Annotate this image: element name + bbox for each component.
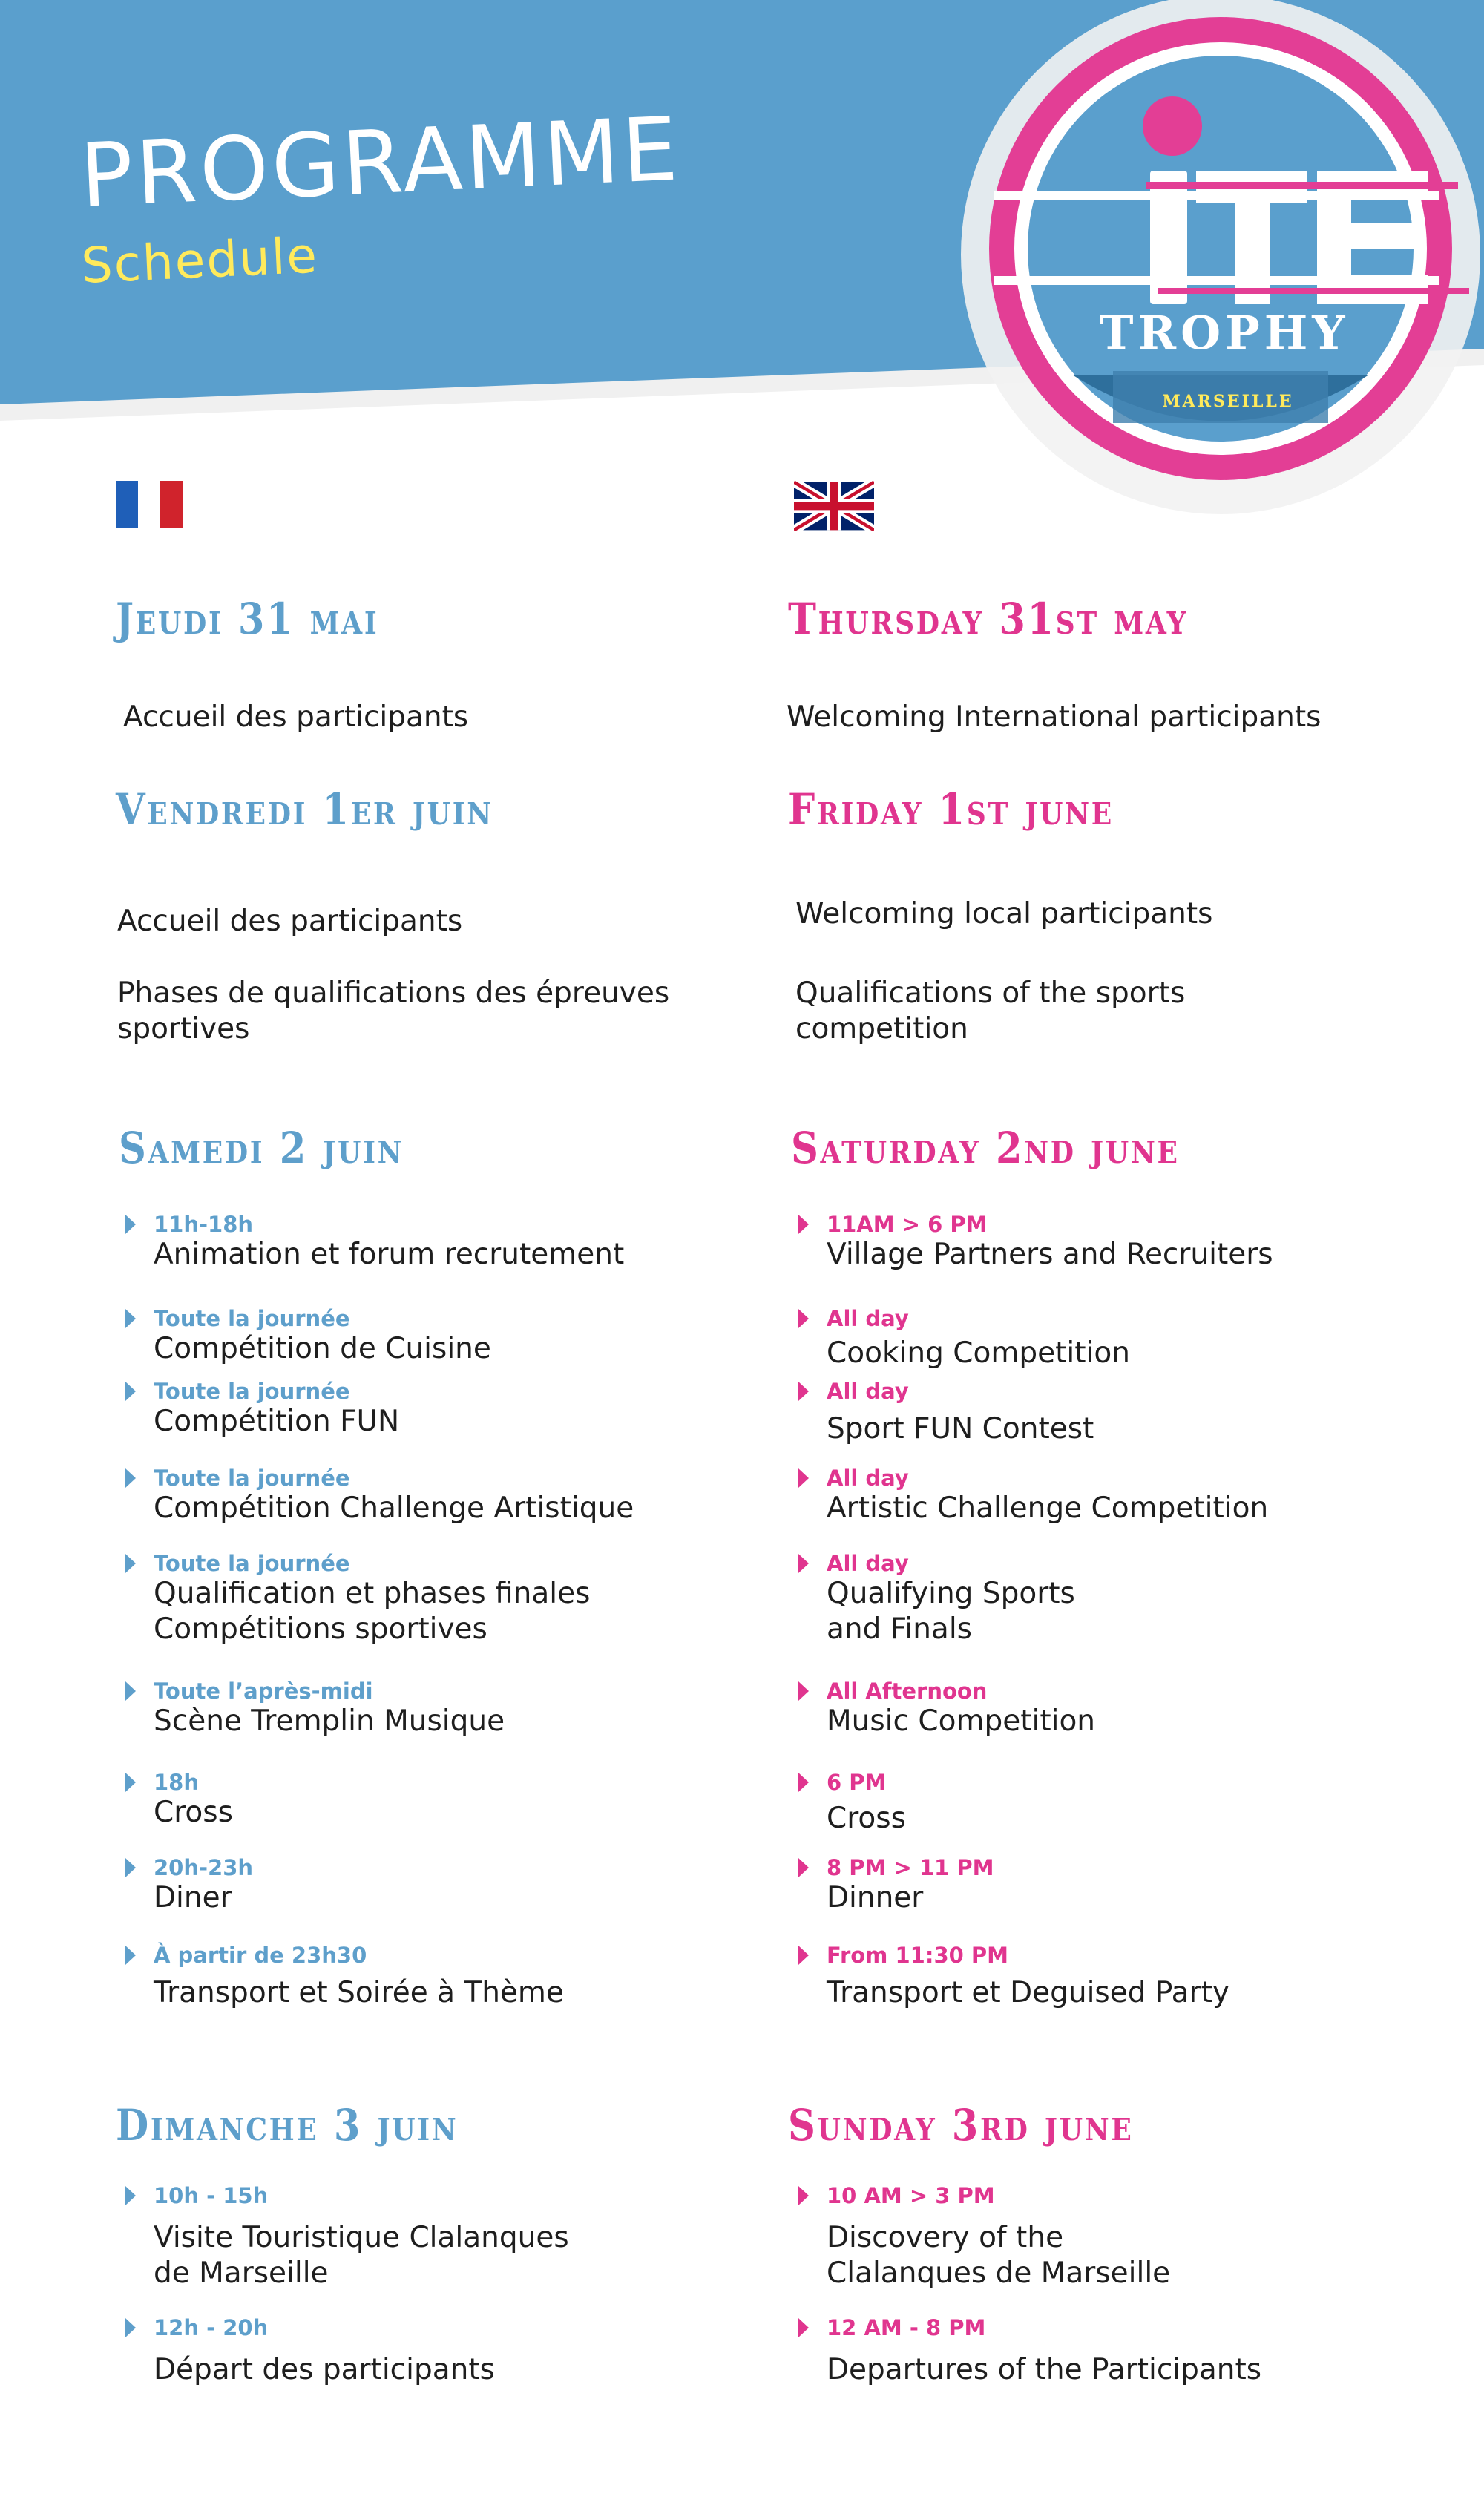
item-label: Dinner xyxy=(827,1881,924,1914)
bullet-arrow-icon xyxy=(798,1681,809,1701)
fr-sunday-item xyxy=(154,2315,495,2388)
item-label: Artistic Challenge Competition xyxy=(827,1491,1269,1525)
fr-thursday-line: Accueil des participants xyxy=(123,700,469,734)
bullet-arrow-icon xyxy=(798,1554,809,1573)
en-saturday-item xyxy=(827,1212,1273,1273)
item-time: All Afternoon xyxy=(827,1678,988,1704)
bullet-arrow-icon xyxy=(798,1309,809,1328)
bullet-arrow-icon xyxy=(798,1946,809,1965)
logo-city-text: MARSEILLE xyxy=(1162,392,1294,411)
en-sunday-item xyxy=(827,2315,1261,2388)
en-saturday-item xyxy=(827,1306,1130,1371)
en-sunday-item xyxy=(827,2183,1170,2291)
bullet-arrow-icon xyxy=(125,2318,136,2337)
item-time: Toute la journée xyxy=(154,1466,350,1491)
bullet-arrow-icon xyxy=(125,1681,136,1701)
item-label: Compétition FUN xyxy=(154,1405,400,1438)
fr-saturday-item xyxy=(154,1551,590,1647)
day-heading-fr-sunday: Dimanche 3 juin xyxy=(116,2100,459,2150)
bullet-arrow-icon xyxy=(798,2186,809,2205)
day-heading-fr-friday: Vendredi 1er juin xyxy=(116,784,493,835)
bullet-arrow-icon xyxy=(125,2186,136,2205)
day-heading-en-saturday: Saturday 2nd june xyxy=(791,1123,1180,1173)
fr-friday-line2a: Phases de qualifications des épreuves xyxy=(117,977,670,1010)
item-time: All day xyxy=(827,1551,909,1576)
en-saturday-item xyxy=(827,1551,1075,1647)
item-label: Sport FUN Contest xyxy=(827,1412,1094,1445)
bullet-arrow-icon xyxy=(798,1382,809,1401)
bullet-arrow-icon xyxy=(125,1773,136,1792)
en-saturday-item xyxy=(827,1678,1095,1739)
item-time: 12 AM - 8 PM xyxy=(827,2315,986,2340)
day-heading-fr-saturday: Samedi 2 juin xyxy=(119,1123,404,1173)
en-saturday-item xyxy=(827,1943,1229,2011)
item-time: All day xyxy=(827,1466,909,1491)
item-label: Scène Tremplin Musique xyxy=(154,1704,505,1738)
item-label-line2: and Finals xyxy=(827,1612,972,1646)
fr-saturday-item xyxy=(154,1306,491,1367)
flag-france-icon xyxy=(116,481,183,528)
item-label: Cross xyxy=(827,1802,906,1835)
item-label: Diner xyxy=(154,1881,232,1914)
item-label-line2: Clalanques de Marseille xyxy=(827,2257,1171,2290)
item-time: 12h - 20h xyxy=(154,2315,269,2340)
item-label: Qualification et phases finales xyxy=(154,1577,591,1610)
fr-saturday-item xyxy=(154,1379,399,1440)
item-time: All day xyxy=(827,1306,909,1331)
day-heading-en-friday: Friday 1st june xyxy=(788,784,1114,835)
page-subtitle: Schedule xyxy=(80,226,320,295)
day-heading-en-thursday: Thursday 31st may xyxy=(788,594,1189,644)
fr-friday-line1: Accueil des participants xyxy=(117,905,463,938)
bullet-arrow-icon xyxy=(798,1773,809,1792)
ite-trophy-logo xyxy=(961,0,1480,514)
item-label: Cross xyxy=(154,1796,233,1829)
logo-trophy-text: TROPHY xyxy=(1099,306,1350,360)
day-heading-fr-thursday: Jeudi 31 mai xyxy=(116,594,379,644)
fr-saturday-item xyxy=(154,1212,624,1273)
fr-saturday-item xyxy=(154,1855,253,1916)
en-saturday-item xyxy=(827,1770,906,1837)
item-time: 10h - 15h xyxy=(154,2183,269,2208)
item-time: 10 AM > 3 PM xyxy=(827,2183,995,2208)
item-label-line2: Compétitions sportives xyxy=(154,1612,487,1646)
item-label: Visite Touristique Clalanques xyxy=(154,2221,569,2254)
en-friday-line2b: competition xyxy=(795,1012,968,1046)
bullet-arrow-icon xyxy=(125,1382,136,1401)
bullet-arrow-icon xyxy=(125,1468,136,1488)
day-heading-en-sunday: Sunday 3rd june xyxy=(788,2100,1134,2150)
item-time: Toute la journée xyxy=(154,1306,350,1331)
item-label: Discovery of the xyxy=(827,2221,1064,2254)
fr-sunday-item xyxy=(154,2183,569,2291)
item-time: 18h xyxy=(154,1770,200,1795)
item-time: 8 PM > 11 PM xyxy=(827,1855,994,1880)
bullet-arrow-icon xyxy=(125,1946,136,1965)
item-label: Qualifying Sports xyxy=(827,1577,1075,1610)
bullet-arrow-icon xyxy=(125,1554,136,1573)
bullet-arrow-icon xyxy=(125,1309,136,1328)
bullet-arrow-icon xyxy=(798,1858,809,1877)
item-label: Cooking Competition xyxy=(827,1336,1130,1370)
item-label: Compétition de Cuisine xyxy=(154,1332,491,1365)
bullet-arrow-icon xyxy=(125,1215,136,1234)
item-label: Animation et forum recrutement xyxy=(154,1238,625,1271)
item-label: Departures of the Participants xyxy=(827,2353,1262,2386)
item-time: 20h-23h xyxy=(154,1855,254,1880)
en-thursday-line: Welcoming International participants xyxy=(787,700,1322,734)
item-label-line2: de Marseille xyxy=(154,2257,329,2290)
bullet-arrow-icon xyxy=(798,2318,809,2337)
fr-saturday-item xyxy=(154,1770,233,1831)
en-saturday-item xyxy=(827,1379,1094,1447)
fr-saturday-item xyxy=(154,1678,505,1739)
item-time: 11AM > 6 PM xyxy=(827,1212,988,1237)
en-friday-line1: Welcoming local participants xyxy=(795,897,1213,931)
item-label: Départ des participants xyxy=(154,2353,495,2386)
item-label: Music Competition xyxy=(827,1704,1096,1738)
fr-saturday-item xyxy=(154,1943,564,2011)
page-title: PROGRAMME xyxy=(78,97,683,227)
item-label: Transport et Soirée à Thème xyxy=(154,1976,564,2009)
bullet-arrow-icon xyxy=(798,1468,809,1488)
fr-saturday-item xyxy=(154,1466,634,1526)
en-saturday-item xyxy=(827,1855,994,1916)
item-time: Toute la journée xyxy=(154,1551,350,1576)
item-time: All day xyxy=(827,1379,909,1404)
item-time: 11h-18h xyxy=(154,1212,254,1237)
item-time: À partir de 23h30 xyxy=(154,1943,367,1968)
fr-friday-line2b: sportives xyxy=(117,1012,250,1046)
en-saturday-item xyxy=(827,1466,1268,1526)
bullet-arrow-icon xyxy=(125,1858,136,1877)
flag-uk-icon xyxy=(794,481,874,531)
item-label: Village Partners and Recruiters xyxy=(827,1238,1273,1271)
item-time: 6 PM xyxy=(827,1770,887,1795)
item-label: Transport et Deguised Party xyxy=(827,1976,1229,2009)
item-label: Compétition Challenge Artistique xyxy=(154,1491,634,1525)
item-time: From 11:30 PM xyxy=(827,1943,1009,1968)
item-time: Toute la journée xyxy=(154,1379,350,1404)
item-time: Toute l’après-midi xyxy=(154,1678,373,1704)
en-friday-line2a: Qualifications of the sports xyxy=(795,977,1186,1010)
bullet-arrow-icon xyxy=(798,1215,809,1234)
